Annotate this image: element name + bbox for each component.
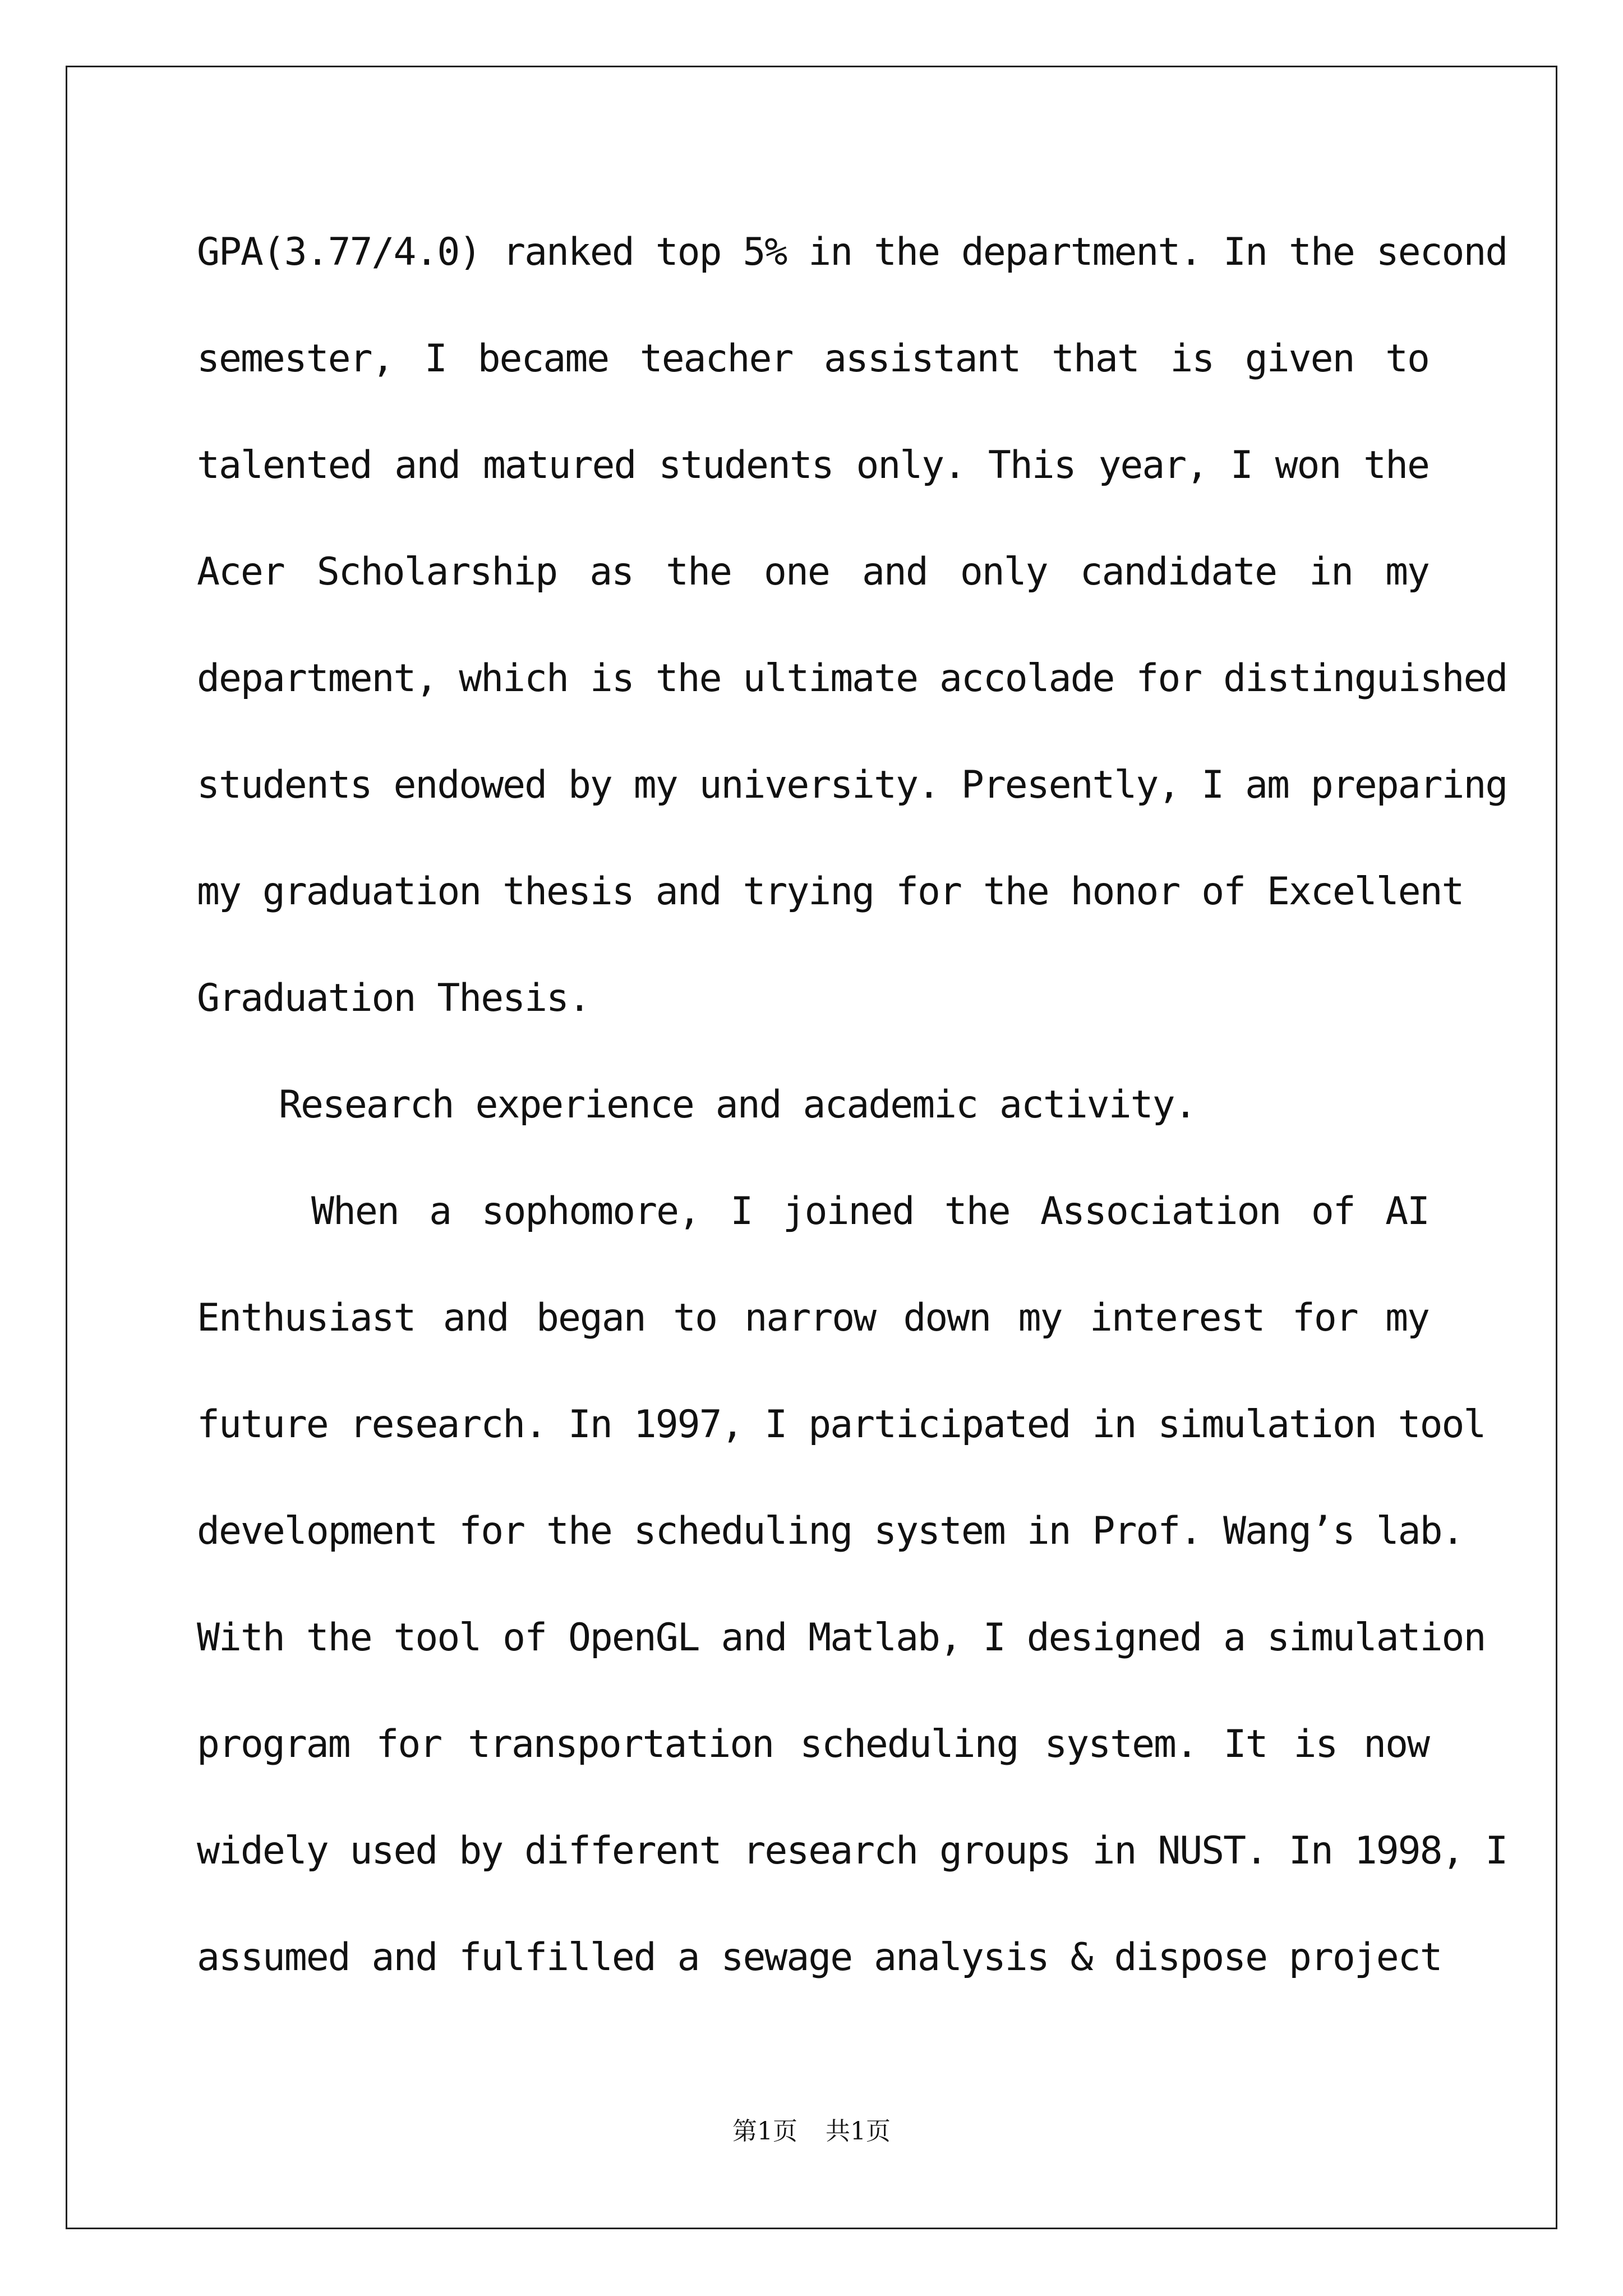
text-line: semester, I became teacher assistant that is given to: [197, 337, 1429, 381]
text-line: department, which is the ultimate accolade for distinguished: [197, 656, 1507, 701]
text-line: talented and matured students only. This year, I won the: [197, 443, 1429, 487]
text-line: students endowed by my university. Presently, I am preparing: [197, 763, 1507, 807]
text-line: widely used by different research groups in NUST. In 1998, I: [197, 1829, 1507, 1873]
page-border: [66, 66, 1557, 2229]
page-footer: [0, 2115, 1623, 2148]
text-line: program for transportation scheduling system. It is now: [197, 1722, 1429, 1766]
text-line: GPA(3.77/4.0) ranked top 5% in the department. In the second: [197, 230, 1507, 274]
section-heading: Research experience and academic activity.: [279, 1083, 1196, 1127]
page-total: 共1页: [826, 2117, 891, 2146]
text-line: assumed and fulfilled a sewage analysis & dispose project: [197, 1935, 1442, 1980]
text-line: Graduation Thesis.: [197, 976, 590, 1020]
text-line: my graduation thesis and trying for the honor of Excellent: [197, 869, 1464, 914]
text-line: When a sophomore, I joined the Association of AI: [311, 1189, 1429, 1234]
text-line: future research. In 1997, I participated in simulation tool: [197, 1402, 1486, 1447]
text-line: development for the scheduling system in Prof. Wang’s lab.: [197, 1509, 1464, 1553]
text-line: With the tool of OpenGL and Matlab, I designed a simulation: [197, 1616, 1486, 1660]
text-line: Enthusiast and began to narrow down my interest for my: [197, 1296, 1429, 1340]
text-line: Acer Scholarship as the one and only candidate in my: [197, 550, 1429, 594]
page-number: 第1页: [732, 2117, 797, 2146]
